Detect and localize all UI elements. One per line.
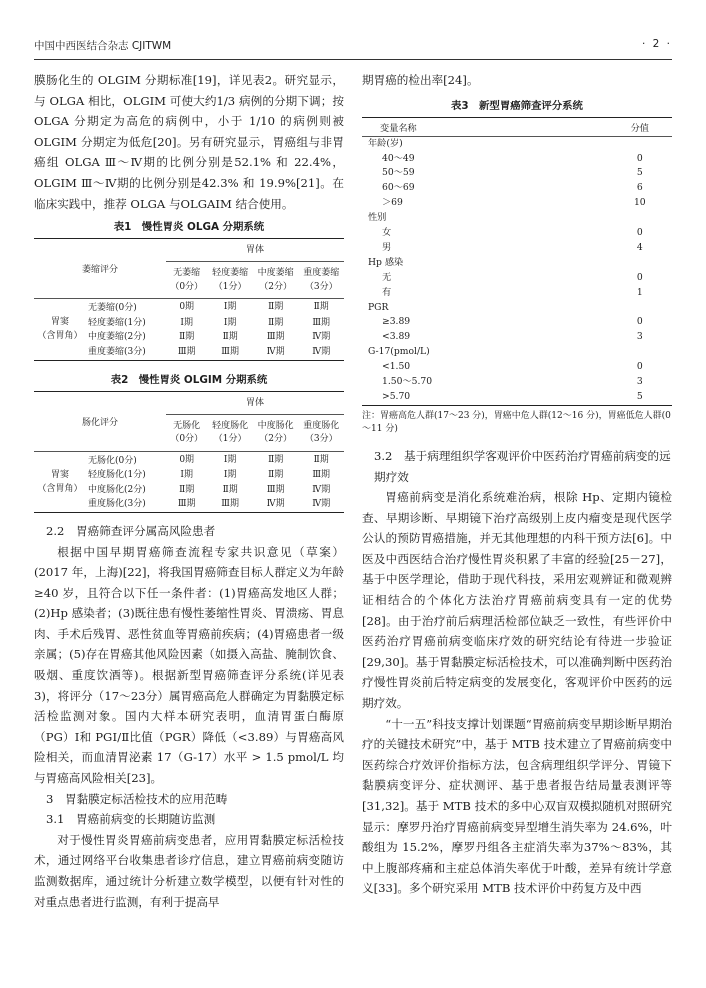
table1-stage-cell: Ⅲ期 <box>312 317 331 328</box>
table1-stage-cell: Ⅲ期 <box>221 346 239 357</box>
table1-row-label: 无萎缩(0分) <box>88 303 137 314</box>
table3-variable: <1.50 <box>382 361 411 373</box>
left-column <box>34 70 344 912</box>
table1-col-header: 轻度萎缩 （1分） <box>207 262 253 299</box>
table1-col-header: 中度萎缩 （2分） <box>253 262 299 299</box>
table1-stage-cell: Ⅰ期 <box>223 317 237 328</box>
table1-stage-cell: Ⅲ期 <box>266 332 285 343</box>
table-row <box>362 301 672 316</box>
table-row <box>362 330 672 345</box>
table2-stage-cell: Ⅱ期 <box>268 454 284 465</box>
table3-score: 5 <box>636 167 643 179</box>
table1-stage-cell: Ⅱ期 <box>179 332 195 343</box>
table2-row-header: 肠化评分 <box>34 391 166 451</box>
table-row <box>362 241 672 256</box>
table3-caption: 表3 新型胃癌筛查评分系统 <box>451 99 583 112</box>
table2-col-header: 中度肠化 （2分） <box>253 414 299 451</box>
section-2-2-paragraph: 根据中国早期胃癌筛查流程专家共识意见（草案）(2017 年，上海)[22]，将我国胃癌筛查目标人群定义为年龄≥40 岁，且符合以下任一条件者：(1)胃癌高发地区人群；(2)Hp 感染者；(3)既往患有慢性萎缩性胃炎、胃溃疡、胃息肉、手术后残胃、恶性贫血等胃癌前疾病；(4)胃癌患者一级亲属；(5)存在胃癌其他风险因素（如摄入高盐、腌制饮食、吸烟、重度饮酒等)。根据新型胃癌筛查评分系统(详见表3)，将评分（17～23分）属胃癌高危人群确定为胃黏膜定标活检监测对象。国内大样本研究表明，血清胃蛋白酶原（PG）Ⅰ和 PGⅠ/Ⅱ比值（PGR）降低（<3.89）与胃癌高风险相关，而血清胃泌素 17（G-17）水平 > 1.5 pmol/L 均与胃癌高风险相关[23]。 <box>34 544 344 786</box>
table1-caption: 表1 慢性胃炎 OLGA 分期系统 <box>113 221 265 234</box>
table2-col-header: 轻度肠化 （1分） <box>207 414 253 451</box>
table1-stage-cell: Ⅳ期 <box>312 346 331 357</box>
table2-row-label: 轻度肠化(1分) <box>88 470 146 481</box>
table2-col-header: 重度肠化 （3分） <box>298 414 344 451</box>
table-row <box>362 390 672 405</box>
table1-stage-cell: Ⅱ期 <box>313 302 329 313</box>
table3-score: 0 <box>636 361 643 373</box>
table2-stage-cell: Ⅲ期 <box>177 499 196 510</box>
table3-score: 10 <box>633 197 646 209</box>
table3-score <box>608 256 672 271</box>
section-3-2-paragraph-b: “十一五”科技支撑计划课题“胃癌前病变早期诊断早期治疗的关键技术研究”中，基于 MTB 技术建立了胃癌前病变中医药综合疗效评价指标方法，包含病理组织学评分、胃镜下黏膜病变评分、症状测评、基于患者报告结局量表测评等[31,32]。基于 MTB 技术的多中心双盲双模拟随机对照研究显示：摩罗丹治疗胃癌前病变异型增生消失率为 24.6%，叶酸组为 15.2%，摩罗丹组各主症消失率为37%～83%，其中上腹部疼痛和主症总体消失率优于叶酸，差异有统计学意义[33]。多个研究采用 MTB 技术评价中药复方及中西 <box>362 716 672 896</box>
table2-row-label: 重度肠化(3分) <box>88 499 146 510</box>
table3-variable: <3.89 <box>382 331 411 343</box>
section-3-1-heading: 3.1 胃癌前病变的长期随访监测 <box>46 812 216 827</box>
table1-stage-cell: Ⅰ期 <box>223 302 237 313</box>
table1-row-label: 中度萎缩(2分) <box>88 332 146 343</box>
table3-variable: 男 <box>382 241 392 253</box>
table2-stage-cell: Ⅳ期 <box>312 499 331 510</box>
table3-score <box>608 211 672 226</box>
table3-variable: >5.70 <box>382 391 411 402</box>
table3-variable: 50～59 <box>382 167 415 179</box>
table-row <box>362 181 672 196</box>
section-3-heading: 3 胃黏膜定标活检技术的应用范畴 <box>46 791 228 806</box>
table-row <box>362 256 672 271</box>
table-row <box>362 375 672 390</box>
table2-stage-cell: Ⅳ期 <box>266 499 285 510</box>
table2-stage-cell: Ⅱ期 <box>179 484 195 495</box>
table-row <box>34 299 344 316</box>
table3-variable: G-17(pmol/L) <box>368 346 430 358</box>
table3-score <box>608 345 672 360</box>
table3-score: 0 <box>636 316 643 328</box>
table3-score: 4 <box>636 241 643 253</box>
table-row <box>362 196 672 211</box>
section-2-2-heading: 2.2 胃癌筛查评分属高风险患者 <box>46 523 216 538</box>
running-header <box>34 38 672 56</box>
table1-col-group: 胃体 <box>166 239 344 262</box>
table2-row-label: 中度肠化(2分) <box>88 484 146 495</box>
table2-row-label: 无肠化(0分) <box>88 455 137 466</box>
table3-score: 0 <box>636 227 643 239</box>
table1-row-label: 重度萎缩(3分) <box>88 346 146 357</box>
table-row <box>362 152 672 167</box>
table3-variable: 40～49 <box>382 152 415 164</box>
table2-stage-cell: 0期 <box>179 454 195 465</box>
table3-score: 3 <box>636 331 643 343</box>
olgim-intro-paragraph: 膜肠化生的 OLGIM 分期标准[19]，详见表2。研究显示，与 OLGA 相比，OLGIM 可使大约1/3 病例的分期下调；按 OLGA 分期定为高危的病例中，小于 1/10 的病例则被 OLGIM 分期定为低危[20]。另有研究显示，胃癌组与非胃癌组 OLGA Ⅲ～Ⅳ期的比例分别是52.1% 和 22.4%，OLGIM Ⅲ～Ⅳ期的比例分别是42.3% 和 19.9%[21]。在临床实践中，推荐 OLGA 与OLGAIM 结合使用。 <box>34 73 344 211</box>
table2-stage-cell: Ⅱ期 <box>222 484 238 495</box>
table1-stage-cell: Ⅰ期 <box>180 317 193 328</box>
table-row <box>362 271 672 286</box>
header-rule <box>34 59 672 60</box>
table1-col-header: 无萎缩 （0分） <box>166 262 207 299</box>
table-row <box>362 226 672 241</box>
table3-variable: ＞69 <box>382 197 403 209</box>
table1-olga <box>34 238 344 360</box>
table2-col-header: 无肠化 （0分） <box>166 414 207 451</box>
table2-stage-cell: Ⅰ期 <box>223 470 237 481</box>
table1-stage-cell: Ⅱ期 <box>268 317 284 328</box>
table3-variable: ≥3.89 <box>382 316 411 328</box>
table-row <box>362 166 672 181</box>
table2-stage-cell: Ⅰ期 <box>223 454 237 465</box>
table2-caption: 表2 慢性胃炎 OLGIM 分期系统 <box>110 373 268 386</box>
table3-variable: 无 <box>382 271 392 283</box>
table3-score: 5 <box>636 391 643 402</box>
table3-note: 注：胃癌高危人群(17～23 分)，胃癌中危人群(12～16 分)，胃癌低危人群(0～11 分) <box>362 410 671 434</box>
table2-stage-cell: Ⅳ期 <box>312 484 331 495</box>
table3-score: 0 <box>636 152 643 164</box>
table2-stage-cell: Ⅱ期 <box>313 454 329 465</box>
table-row <box>362 286 672 301</box>
table3-variable: 女 <box>382 227 392 239</box>
table3-variable: 性别 <box>368 212 387 224</box>
journal-name: 中国中西医结合杂志 CJITWM <box>34 40 172 52</box>
table1-col-header: 重度萎缩 （3分） <box>298 262 344 299</box>
table1-stage-cell: Ⅳ期 <box>312 332 331 343</box>
table1-stage-cell: Ⅱ期 <box>222 332 238 343</box>
table1-row-label: 轻度萎缩(1分) <box>88 317 146 328</box>
table3-score: 1 <box>636 286 643 298</box>
table3-variable: 1.50～5.70 <box>382 376 433 388</box>
table3-head-variable: 变量名称 <box>362 117 608 136</box>
section-3-2-heading: 3.2 基于病理组织学客观评价中医药治疗胃癌前病变的远期疗效 <box>374 448 671 484</box>
table1-side-label: 胃窦 （含胃角） <box>37 317 83 342</box>
table3-variable: Hp 感染 <box>368 256 404 268</box>
table3-screening-score <box>362 117 672 406</box>
table2-stage-cell: Ⅱ期 <box>268 470 284 481</box>
table3-score <box>608 301 672 316</box>
table-row <box>362 345 672 360</box>
table2-side-label: 胃窦 （含胃角） <box>37 469 83 494</box>
table-row <box>362 315 672 330</box>
table2-stage-cell: Ⅰ期 <box>180 470 193 481</box>
table1-stage-cell: 0期 <box>179 302 195 313</box>
table3-score <box>608 136 672 151</box>
table1-stage-cell: Ⅳ期 <box>266 346 285 357</box>
table3-score: 3 <box>636 376 643 388</box>
section-3-1-paragraph: 对于慢性胃炎胃癌前病变患者，应用胃黏膜定标活检技术，通过网络平台收集患者诊疗信息，建立胃癌前病变随访监测数据库，通过统计分析建立数学模型，以便有针对性的对重点患者进行监测，有利于提高早 <box>34 832 344 909</box>
table3-variable: 60～69 <box>382 182 415 194</box>
table3-variable: PGR <box>368 301 389 313</box>
right-column <box>362 70 672 899</box>
table3-score: 6 <box>636 182 643 194</box>
table1-stage-cell: Ⅱ期 <box>268 302 284 313</box>
page-number: · 2 · <box>641 38 672 50</box>
table-row <box>362 360 672 375</box>
table3-score: 0 <box>636 271 643 283</box>
table2-stage-cell: Ⅲ期 <box>266 484 285 495</box>
table2-stage-cell: Ⅲ期 <box>221 499 239 510</box>
table2-stage-cell: Ⅲ期 <box>312 470 331 481</box>
table2-col-group: 胃体 <box>166 391 344 414</box>
table3-head-score: 分值 <box>608 117 672 136</box>
table1-stage-cell: Ⅲ期 <box>177 346 196 357</box>
table-row <box>362 211 672 226</box>
table1-row-header: 萎缩评分 <box>34 239 166 299</box>
table-row <box>34 451 344 468</box>
table3-variable: 年龄(岁) <box>368 137 403 149</box>
section-3-2-paragraph-a: 胃癌前病变是消化系统难治病，根除 Hp、定期内镜检查、早期诊断、早期镜下治疗高级别上皮内瘤变是现代医学公认的预防胃癌措施，并无其他理想的内科干预方法[6]。中医及中西医结合治疗慢性胃炎积累了丰富的经验[25－27]，基于中医学理论，借助于现代科技，采用宏观辨证和微观辨证相结合的个体化方法治疗胃癌前病变具有一定的优势[28]。由于治疗前后病理活检部位缺乏一致性，有些评价中医药治疗胃癌前病变临床疗效的研究结论有待进一步验证[29,30]。基于胃黏膜定标活检技术，可以准确判断中医药治疗慢性胃炎前后特定病变的发展变化，客观评价中医药的远期疗效。 <box>362 490 672 711</box>
table2-olgim <box>34 391 344 513</box>
table3-variable: 有 <box>382 286 392 298</box>
table-row <box>362 136 672 151</box>
continuation-line: 期胃癌的检出率[24]。 <box>362 73 479 87</box>
